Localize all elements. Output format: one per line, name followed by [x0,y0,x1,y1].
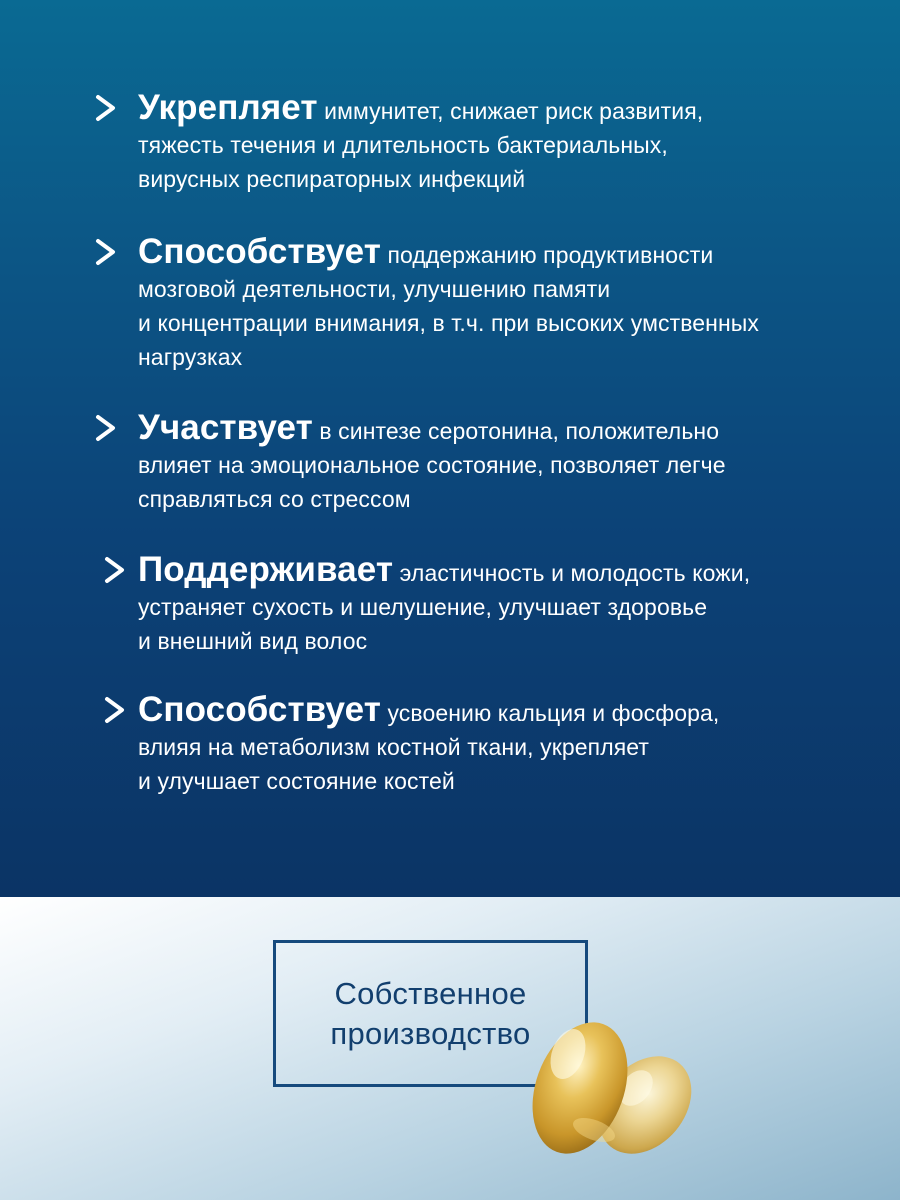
benefit-text: в синтезе серотонина, положительно [319,418,720,444]
benefit-text-line: влияя на метаболизм костной ткани, укрепляет [138,734,650,760]
chevron-right-icon [93,237,119,267]
benefit-title: Способствует [138,232,381,271]
benefit-text: эластичность и молодость кожи, [399,560,751,586]
benefit-text-line: мозговой деятельности, улучшению памяти [138,276,611,302]
benefit-text-line: вирусных респираторных инфекций [138,166,526,192]
benefit-text-line: и улучшает состояние костей [138,768,455,794]
benefit-text-line: и концентрации внимания, в т.ч. при высоких умственных [138,310,759,336]
benefit-title: Участвует [138,408,313,447]
benefit-text: поддержанию продуктивности [387,242,714,268]
benefit-text-line: нагрузках [138,344,243,370]
chevron-right-icon [102,695,128,725]
softgel-capsules-image [510,990,710,1160]
benefit-title: Укрепляет [138,88,318,127]
badge-line-2: производство [330,1015,531,1051]
benefit-text-line: устраняет сухость и шелушение, улучшает здоровье [138,594,708,620]
benefit-text-line: тяжесть течения и длительность бактериальных, [138,132,668,158]
benefit-text: усвоению кальция и фосфора, [387,700,720,726]
benefit-text-line: справляться со стрессом [138,486,411,512]
badge-line-1: Собственное [334,975,527,1011]
benefit-text-line: и внешний вид волос [138,628,368,654]
benefit-title: Способствует [138,690,381,729]
chevron-right-icon [93,93,119,123]
benefit-text-line: влияет на эмоциональное состояние, позволяет легче [138,452,726,478]
chevron-right-icon [93,413,119,443]
chevron-right-icon [102,555,128,585]
benefit-title: Поддерживает [138,550,394,589]
benefit-text: иммунитет, снижает риск развития, [324,98,704,124]
